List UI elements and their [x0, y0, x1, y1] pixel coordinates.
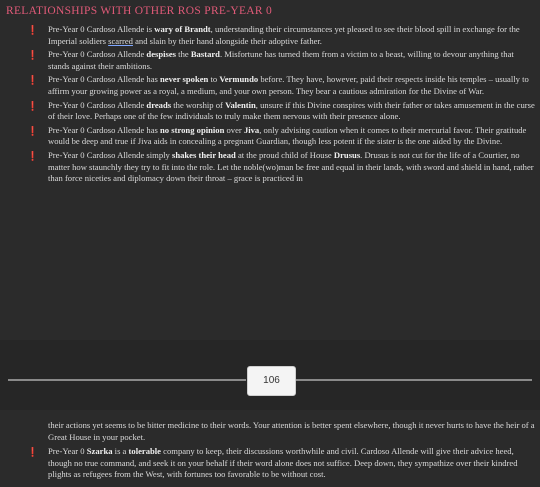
- exclamation-icon: ❗: [27, 26, 39, 36]
- list-item-text: [48, 49, 536, 72]
- text-run: Pre-Year 0 Cardoso Allende has: [48, 74, 161, 85]
- page-number-badge: 106: [247, 366, 296, 396]
- text-run: , unsure if this Divine conspires with their father or takes amusement in the curse of their love. Perhaps one of the few individuals to truly make them nervous with their presence alone.: [48, 99, 535, 122]
- text-run: at the proud child of House: [235, 149, 334, 160]
- text-run: and slain by their hand alongside their adoptive father.: [132, 35, 322, 46]
- text-run: Bastard: [190, 49, 220, 60]
- text-run: the: [176, 49, 191, 60]
- text-run: Pre-Year 0: [48, 446, 87, 456]
- text-run: Vermundo: [219, 74, 259, 85]
- text-run: over: [224, 124, 244, 135]
- text-run: Pre-Year 0 Cardoso Allende simply: [48, 149, 172, 160]
- exclamation-icon: ❗: [27, 151, 39, 162]
- text-run: the worship of: [171, 99, 226, 110]
- list-item-text: [48, 446, 536, 481]
- list-item: [0, 100, 540, 123]
- text-run: shakes their head: [171, 149, 236, 160]
- list-item: [0, 446, 540, 481]
- text-run: . Misfortune has turned them from a victim to a beast, willing to devour anything that stands against their ambitions.: [48, 49, 514, 71]
- list-item: [0, 125, 540, 148]
- exclamation-icon: ❗: [27, 51, 39, 62]
- text-run: to: [208, 74, 220, 85]
- text-run: Pre-Year 0 Cardoso Allende is: [48, 24, 155, 34]
- text-run: , only advising caution when it comes to their mercurial favor. Their gratitude would be deep and true if Jiva aids in concealing a pregnant Guardian, though less potent if the sister is the one aided by the Divine.: [48, 124, 527, 147]
- list-item-text: [48, 125, 536, 148]
- list-item-text: [48, 74, 536, 97]
- text-run: before. They have, however, paid their respects inside his temples – usually to affirm your growing power as a royal, a medium, and your own person. They bear a cautious admiration for the Divine of War.: [48, 74, 529, 96]
- text-run: company to keep, their discussions worthwhile and civil. Cardoso Allende will give their advice heed, though no true command, and seek it on your behalf if their word alone does not suffice. Deep down, they sympathize over their kindred plights as refugees from the West, with fortunes too favorable to be without cost.: [48, 446, 518, 480]
- text-run: . Drusus is not cut for the life of a Courtier, no matter how staunchly they try to fit into the role. Let the noble(wo)man be free and equal in their lands, with sword and shield in hand, rather than force niceties and diplomacy down their throat – grace is practiced in: [48, 149, 534, 184]
- document-page-bottom: [0, 410, 540, 487]
- relationship-list: [0, 24, 540, 187]
- text-run: Pre-Year 0 Cardoso Allende has: [48, 124, 161, 135]
- list-item: [0, 24, 540, 47]
- text-run: Szarka: [86, 446, 113, 456]
- text-run: dreads: [146, 99, 172, 110]
- exclamation-icon: ❗: [27, 76, 39, 87]
- text-run: Jiva: [243, 124, 260, 135]
- list-item: [0, 49, 540, 72]
- text-run: is a: [112, 446, 129, 456]
- continuation-paragraph: their actions yet seems to be bitter medicine to their words. Your attention is better spent elsewhere, though it never hurts to have the heir of a Great House in your pocket.: [48, 420, 535, 442]
- page-divider-left: [8, 379, 246, 381]
- list-item: [0, 150, 540, 185]
- text-run: Drusus: [333, 149, 361, 160]
- list-item-text: [48, 24, 536, 47]
- text-run: never spoken: [160, 74, 209, 85]
- page-divider-right: [296, 379, 532, 381]
- exclamation-icon: ❗: [27, 101, 39, 112]
- text-run: no strong opinion: [160, 124, 225, 135]
- text-run: Pre-Year 0 Cardoso Allende: [48, 49, 147, 60]
- exclamation-icon: ❗: [27, 126, 39, 137]
- exclamation-icon: ❗: [27, 448, 39, 458]
- section-heading: RELATIONSHIPS WITH OTHER ROS PRE-YEAR 0: [6, 5, 273, 17]
- list-item: [0, 74, 540, 97]
- text-run: scarred: [108, 35, 133, 46]
- relationship-list-continued: [0, 446, 540, 483]
- text-run: Valentin: [225, 99, 256, 110]
- text-run: wary of Brandt: [154, 24, 211, 34]
- list-item-text: [48, 100, 536, 123]
- list-item-text: [48, 150, 536, 185]
- text-run: Pre-Year 0 Cardoso Allende: [48, 99, 147, 110]
- text-run: tolerable: [128, 446, 161, 456]
- text-run: , understanding their circumstances yet pleased to see their blood spill in exchange for the Imperial soldiers: [48, 24, 520, 46]
- text-run: despises: [146, 49, 177, 60]
